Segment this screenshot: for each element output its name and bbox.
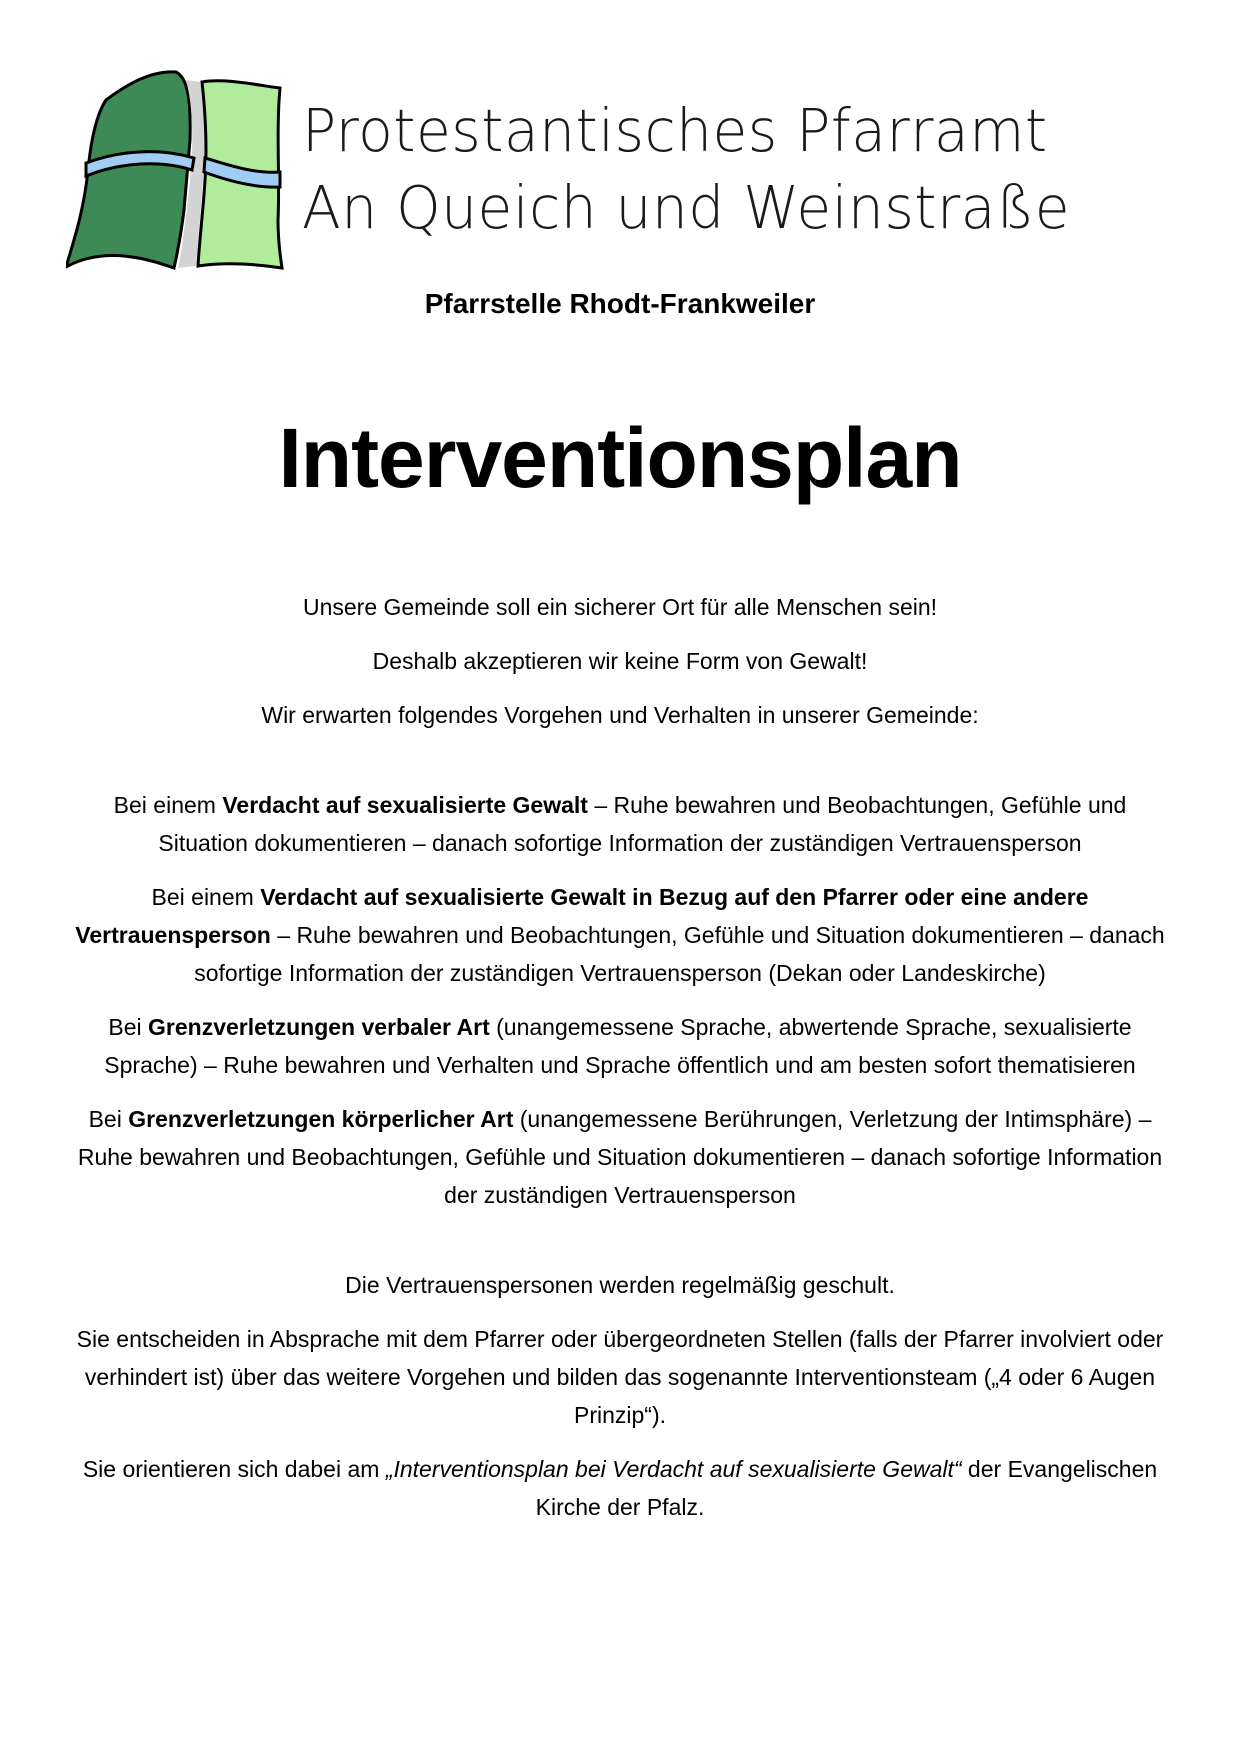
case-heading: Verdacht auf sexualisierte Gewalt [222,792,588,818]
case-text: (unangemessene Berührungen, Verletzung der Intimsphäre) – Ruhe bewahren und Beobachtungen, Gefühle und Situation dokumentieren – danach sofortige Information der zuständigen Vertrauensperson [77,1106,1163,1208]
spacer [70,750,1170,786]
orientation-suffix: der Evangelischen Kirche der Pfalz. [535,1456,1158,1520]
case-heading: Verdacht auf sexualisierte Gewalt in Bezug auf den Pfarrer oder eine andere Vertrauensperson [75,884,1089,948]
intro-line-2: Deshalb akzeptieren wir keine Form von Gewalt! [372,648,868,674]
organization-name-line2: An Queich und Weinstraße [302,173,1071,242]
case-paragraph [70,786,1170,862]
orientation-prefix: Sie orientieren sich dabei am [82,1456,386,1482]
case-heading: Grenzverletzungen verbaler Art [148,1014,490,1040]
case-paragraph [70,1100,1170,1214]
parish-subtitle: Pfarrstelle Rhodt-Frankweiler [424,288,816,319]
intro-line-1: Unsere Gemeinde soll ein sicherer Ort für alle Menschen sein! [302,594,938,620]
orientation-reference: „Interventionsplan bei Verdacht auf sexualisierte Gewalt“ [385,1456,962,1482]
case-paragraph [70,1008,1170,1084]
intro-line-3: Wir erwarten folgendes Vorgehen und Verhalten in unserer Gemeinde: [261,702,979,728]
map-fields-logo-icon [66,70,286,270]
case-prefix: Bei einem [151,884,261,910]
page-title: Interventionsplan [278,411,962,505]
case-paragraph [70,878,1170,992]
case-text: – Ruhe bewahren und Beobachtungen, Gefühle und Situation dokumentieren – danach sofortige Information der zuständigen Vertrauensperson [158,792,1127,856]
case-prefix: Bei einem [113,792,223,818]
closing-orientation [70,1450,1170,1526]
case-text: – Ruhe bewahren und Beobachtungen, Gefühle und Situation dokumentieren – danach sofortige Information der zuständigen Vertrauensperson (Dekan oder Landeskirche) [194,922,1165,986]
organization-name [302,92,1102,246]
case-text: (unangemessene Sprache, abwertende Sprache, sexualisierte Sprache) – Ruhe bewahren und Verhalten und Sprache öffentlich und am besten sofort thematisieren [104,1014,1136,1078]
case-prefix: Bei [108,1014,149,1040]
case-heading: Grenzverletzungen körperlicher Art [128,1106,514,1132]
closing-decision: Sie entscheiden in Absprache mit dem Pfarrer oder übergeordneten Stellen (falls der Pfarrer involviert oder verhindert ist) über das weitere Vorgehen und bilden das sogenannte Interventionsteam („4 oder 6 Augen Prinzip“). [76,1326,1164,1428]
case-prefix: Bei [88,1106,129,1132]
document-body [70,588,1170,1542]
parish-logo [66,70,286,270]
closing-training: Die Vertrauenspersonen werden regelmäßig geschult. [345,1272,895,1298]
organization-name-line1: Protestantisches Pfarramt [302,96,1048,165]
spacer [70,1230,1170,1266]
